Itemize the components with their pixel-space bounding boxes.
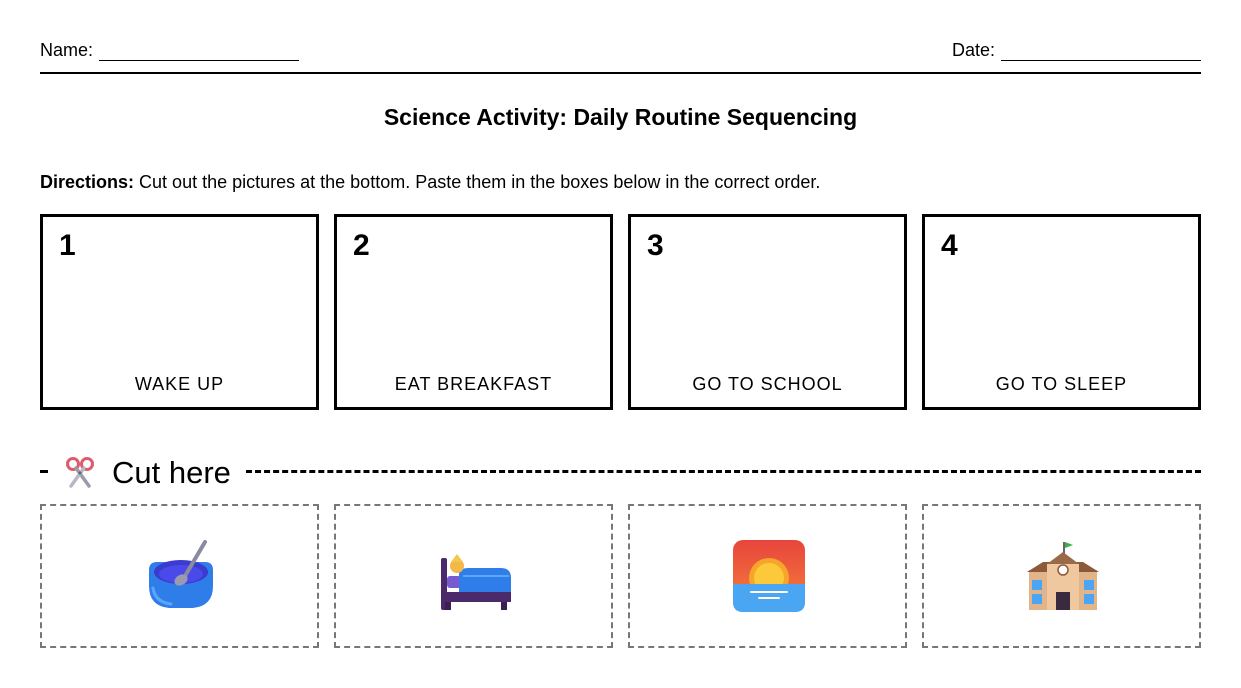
date-field xyxy=(952,40,1201,61)
box-caption: EAT BREAKFAST xyxy=(394,374,553,394)
page-title: Science Activity: Daily Routine Sequencing xyxy=(383,104,858,130)
sequence-box-4[interactable] xyxy=(922,214,1201,410)
box-caption: GO TO SLEEP xyxy=(995,374,1128,394)
cutout-card-bed[interactable] xyxy=(334,504,613,648)
directions-text: Cut out the pictures at the bottom. Paste them in the boxes below in the correct order. xyxy=(139,172,821,192)
sequence-box-2[interactable] xyxy=(334,214,613,410)
box-number: 2 xyxy=(353,229,370,262)
cutout-card-bowl[interactable] xyxy=(40,504,319,648)
cutout-card-sunrise[interactable] xyxy=(628,504,907,648)
sequence-boxes xyxy=(40,214,1201,410)
sequence-box-3[interactable] xyxy=(628,214,907,410)
sunrise-icon xyxy=(733,540,805,612)
cut-line xyxy=(40,452,1201,492)
date-label: Date: xyxy=(951,40,995,60)
directions xyxy=(40,172,820,193)
worksheet-header xyxy=(40,38,1201,74)
box-number: 3 xyxy=(647,229,664,262)
cut-dash-right xyxy=(246,470,1201,473)
scissors-icon xyxy=(64,456,96,488)
cut-here-label: Cut here xyxy=(112,455,231,490)
directions-label: Directions: xyxy=(40,172,135,192)
name-label: Name: xyxy=(40,40,94,60)
box-caption: WAKE UP xyxy=(134,374,225,394)
cut-dash-left xyxy=(40,470,48,473)
sequence-box-1[interactable] xyxy=(40,214,319,410)
cutout-card-school[interactable] xyxy=(922,504,1201,648)
person-in-bed-icon xyxy=(439,540,511,612)
box-number: 4 xyxy=(941,229,958,262)
name-field xyxy=(40,40,299,61)
school-icon xyxy=(1027,540,1099,612)
box-number: 1 xyxy=(59,229,76,262)
date-blank-line[interactable] xyxy=(1001,44,1201,61)
box-caption: GO TO SCHOOL xyxy=(692,374,843,394)
bowl-with-spoon-icon xyxy=(145,540,217,612)
cutout-cards xyxy=(40,504,1201,648)
name-blank-line[interactable] xyxy=(99,44,299,61)
